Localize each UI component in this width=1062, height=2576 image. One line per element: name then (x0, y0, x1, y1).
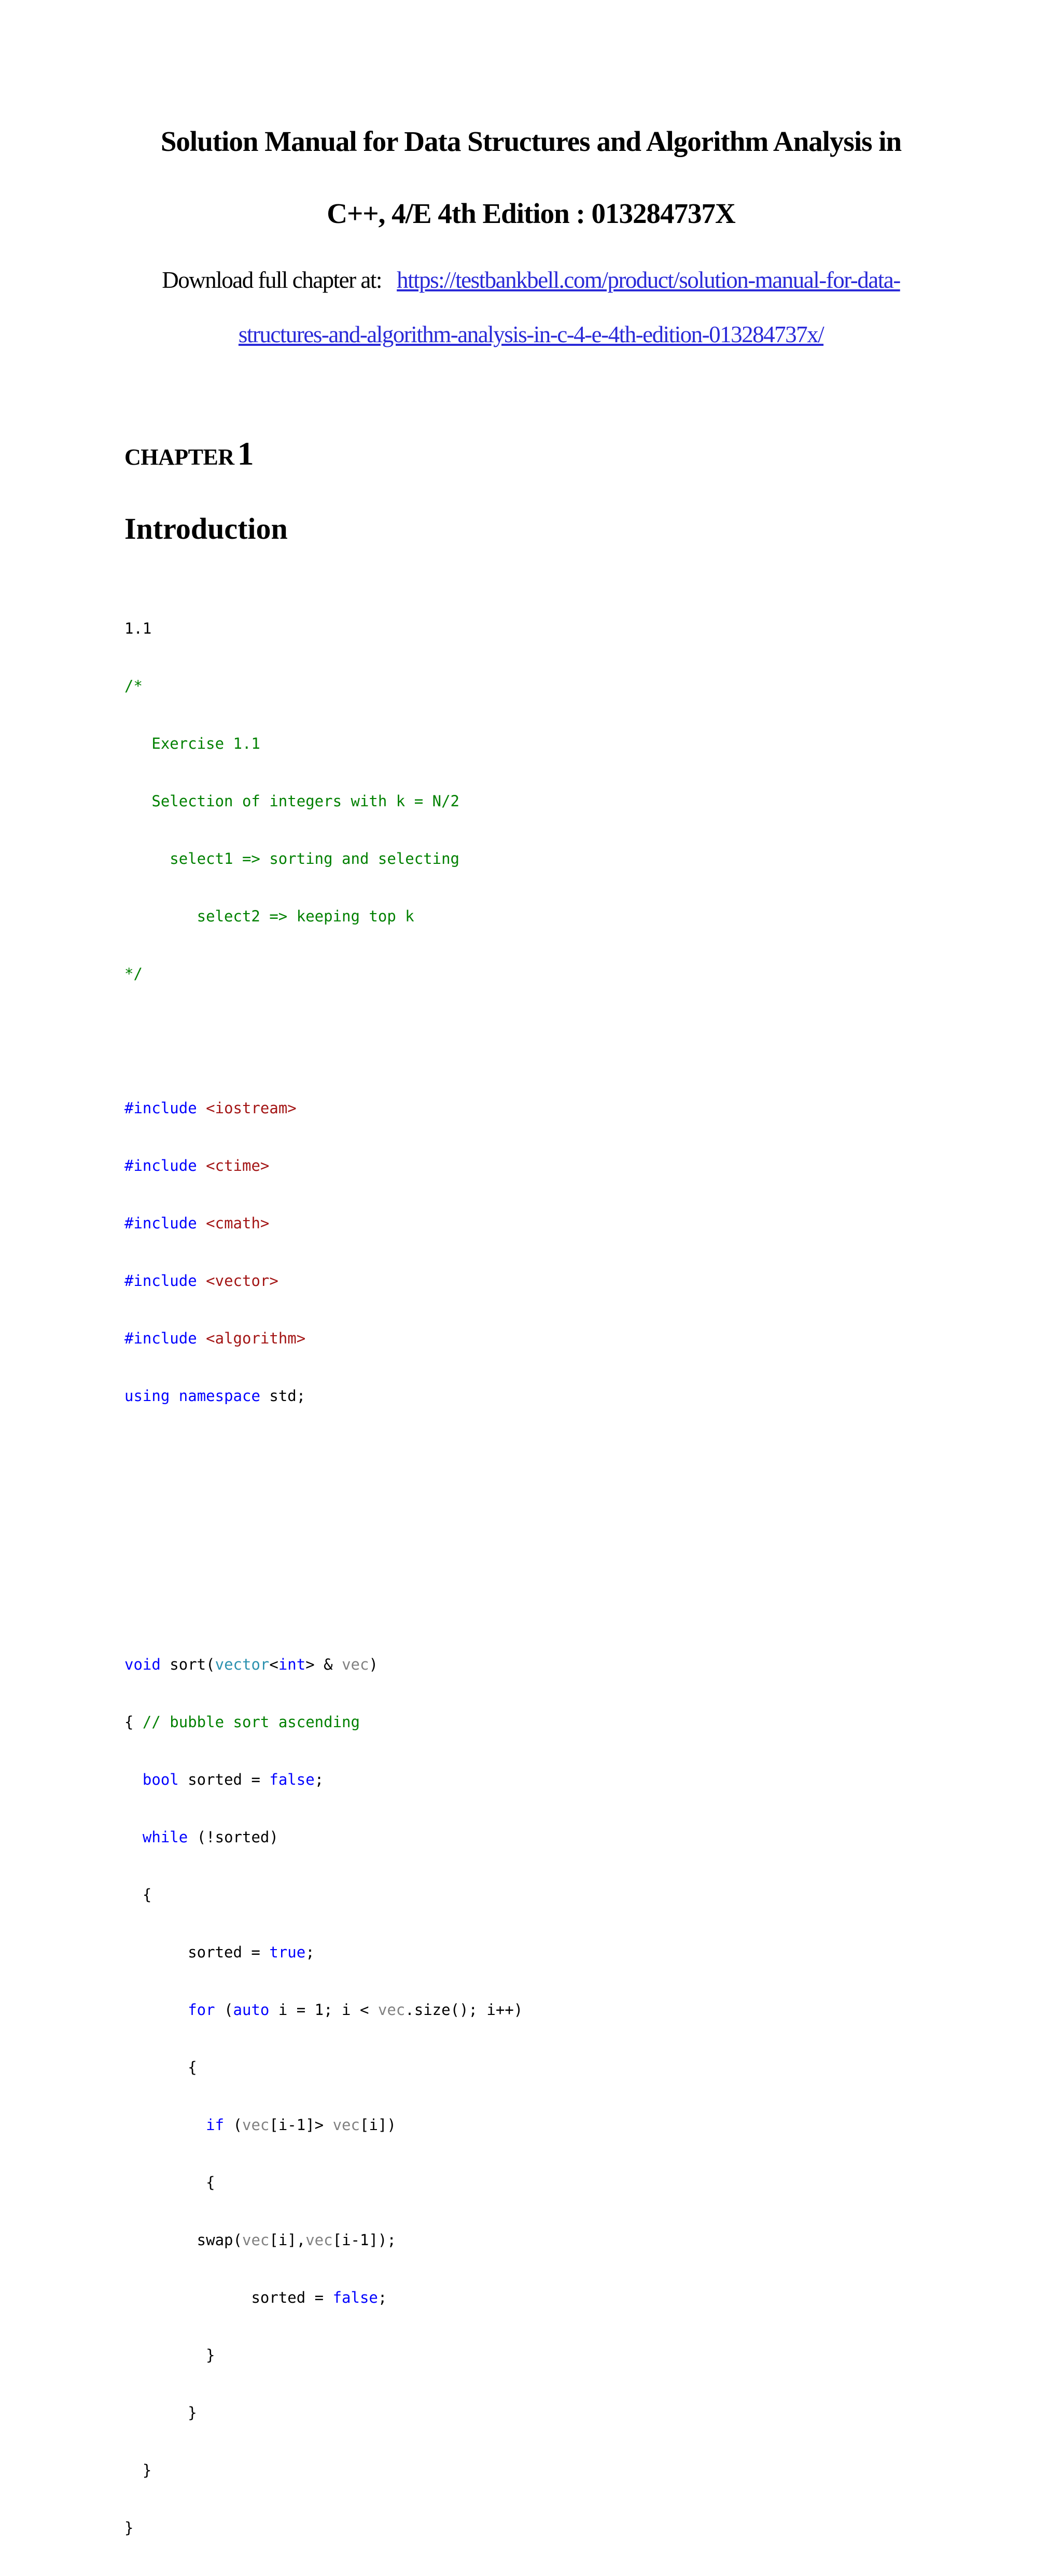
code-token: #include (124, 1157, 197, 1174)
code-token: sorted = (178, 1771, 270, 1788)
code-line: Selection of integers with k = N/2 (124, 792, 460, 810)
code-token: <iostream> (206, 1099, 297, 1117)
code-token: (!sorted) (188, 1828, 278, 1846)
code-line-blank (124, 1578, 523, 1598)
code-token: swap( (124, 2231, 242, 2249)
code-line-blank (124, 1521, 523, 1540)
code-line (124, 1713, 523, 1732)
code-block (124, 581, 523, 2576)
code-token: vec (332, 2116, 360, 2134)
code-token: #include (124, 1272, 197, 1290)
code-token: ; (378, 2289, 387, 2306)
code-token: std; (260, 1387, 306, 1405)
code-token: ; (314, 1771, 324, 1788)
code-token: ) (369, 1656, 378, 1673)
code-token: sorted = (188, 1943, 270, 1961)
code-token: vec (342, 1656, 369, 1673)
code-token: } (142, 2461, 152, 2479)
code-token: #include (124, 1329, 197, 1347)
code-line (124, 2058, 523, 2077)
code-token: vec (378, 2001, 406, 2019)
code-line (124, 1099, 523, 1118)
code-token: while (142, 1828, 188, 1846)
chapter-number: 1 (237, 435, 254, 472)
code-token: .size(); i++) (405, 2001, 523, 2019)
code-token: false (269, 1771, 315, 1788)
code-line-blank (124, 1463, 523, 1482)
download-link-part-1[interactable]: https://testbankbell.com/product/solution-manual-for-data- (397, 267, 900, 293)
code-token: int (278, 1656, 306, 1673)
code-token: namespace (178, 1387, 260, 1405)
code-token: true (269, 1943, 306, 1961)
code-token: sort( (160, 1656, 215, 1673)
code-line (124, 1943, 523, 1962)
code-token: bool (142, 1771, 179, 1788)
code-token: [i-1]); (332, 2231, 396, 2249)
exercise-number: 1.1 (124, 620, 152, 637)
code-line (124, 1271, 523, 1291)
code-token: sorted = (251, 2289, 333, 2306)
code-line: Exercise 1.1 (124, 735, 260, 752)
code-line (124, 2116, 523, 2135)
code-line (124, 2518, 523, 2538)
code-token: <algorithm> (206, 1329, 306, 1347)
download-link-part-2[interactable]: structures-and-algorithm-analysis-in-c-4-e-4th-edition-013284737x/ (238, 321, 824, 347)
download-line-1 (0, 264, 1062, 296)
code-line: select1 => sorting and selecting (124, 850, 460, 867)
code-line (124, 1770, 523, 1789)
code-token: <ctime> (206, 1157, 270, 1174)
code-token: { (142, 1886, 152, 1903)
code-line (124, 1156, 523, 1175)
code-token: ; (305, 1943, 315, 1961)
code-token: { (188, 2059, 197, 2076)
download-line-2 (0, 319, 1062, 350)
download-prefix: Download full chapter at: (162, 267, 382, 293)
document-title-line-2: C++, 4/E 4th Edition : 013284737X (327, 198, 735, 229)
code-line (124, 1387, 523, 1406)
code-token: ( (224, 2116, 242, 2134)
chapter-word: CHAPTER (124, 444, 234, 470)
section-title: Introduction (124, 512, 288, 545)
code-token: } (124, 2519, 134, 2537)
document-title-line-1: Solution Manual for Data Structures and Algorithm Analysis in (160, 125, 902, 157)
code-token: <vector> (206, 1272, 278, 1290)
code-token: i = 1; i < (269, 2001, 378, 2019)
code-token: for (188, 2001, 215, 2019)
code-token: if (206, 2116, 225, 2134)
code-token: vec (242, 2116, 270, 2134)
code-token: #include (124, 1214, 197, 1232)
code-line (124, 2346, 523, 2365)
code-token: < (269, 1656, 278, 1673)
code-line: /* (124, 677, 143, 695)
code-token: > & (305, 1656, 342, 1673)
code-token: [i], (269, 2231, 306, 2249)
code-line (124, 1828, 523, 1847)
code-token: vec (242, 2231, 270, 2249)
code-token: <cmath> (206, 1214, 270, 1232)
code-line: select2 => keeping top k (124, 907, 414, 925)
code-line (124, 2461, 523, 2480)
chapter-heading (124, 435, 254, 473)
code-line (124, 2403, 523, 2423)
code-token: false (332, 2289, 378, 2306)
code-token: #include (124, 1099, 197, 1117)
code-token: [i-1]> (269, 2116, 333, 2134)
code-line (124, 2173, 523, 2192)
code-token: { (124, 1713, 143, 1731)
code-token: } (188, 2404, 197, 2421)
code-line-blank (124, 1022, 523, 1041)
code-line (124, 1214, 523, 1233)
code-line (124, 1329, 523, 1348)
code-line: */ (124, 965, 143, 983)
code-token: void (124, 1656, 161, 1673)
code-token: } (206, 2346, 215, 2364)
code-line (124, 1655, 523, 1674)
code-token: [i]) (359, 2116, 396, 2134)
code-line (124, 2000, 523, 2020)
code-token: vector (215, 1656, 270, 1673)
code-token: using (124, 1387, 170, 1405)
code-token: auto (233, 2001, 270, 2019)
code-line (124, 1885, 523, 1905)
code-line (124, 2288, 523, 2307)
code-token: // bubble sort ascending (142, 1713, 360, 1731)
code-token: ( (215, 2001, 233, 2019)
code-token: { (206, 2174, 215, 2191)
code-line (124, 2231, 523, 2250)
code-token: vec (305, 2231, 333, 2249)
